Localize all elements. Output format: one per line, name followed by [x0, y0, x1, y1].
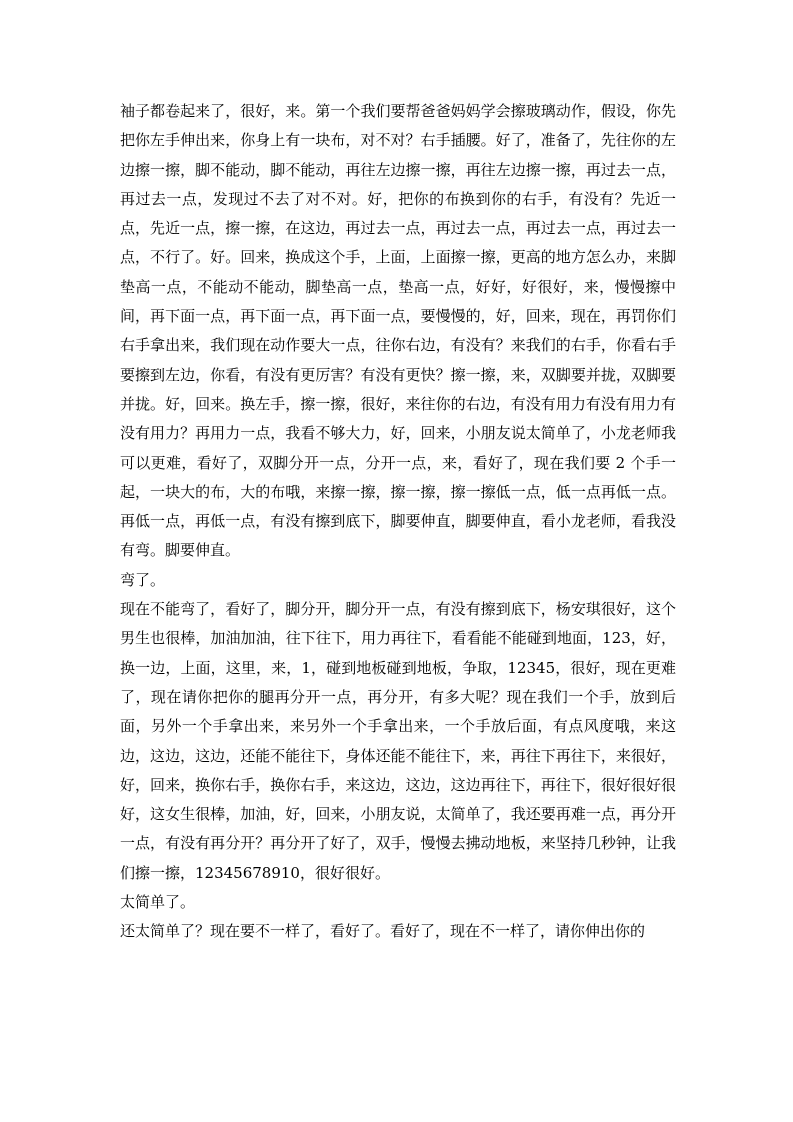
paragraph-3: 现在不能弯了，看好了，脚分开，脚分开一点，有没有擦到底下，杨安琪很好，这个男生也很棒，加油加油，往下往下，用力再往下，看看能不能碰到地面，123，好，换一边，上面，这里，来，1，碰到地板碰到地板，争取，12345，很好，现在更难了，现在请你把你的腿再分开一点，再分开，有多大呢？现在我们一个手，放到后面，另外一个手拿出来，来另外一个手拿出来，一个手放后面，有点风度哦，来这边，这边，这边，还能不能往下，身体还能不能往下，来，再往下再往下，来很好，好，回来，换你右手，换你右手，来这边，这边，这边再往下，再往下，很好很好很好，这女生很棒，加油，好，回来，小朋友说，太简单了，我还要再难一点，再分开一点，有没有再分开？再分开了好了，双手，慢慢去拂动地板，来坚持几秒钟，让我们擦一擦，12345678910，很好很好。 [120, 600, 676, 882]
paragraph-1: 袖子都卷起来了，很好，来。第一个我们要帮爸爸妈妈学会擦玻璃动作，假设，你先把你左手伸出来，你身上有一块布，对不对？右手插腰。好了，准备了，先往你的左边擦一擦，脚不能动，脚不能动，再往左边擦一擦，再往左边擦一擦，再过去一点，再过去一点，发现过不去了对不对。好，把你的布换到你的右手，有没有？先近一点，先近一点，擦一擦，在这边，再过去一点，再过去一点，再过去一点，再过去一点，不行了。好。回来，换成这个手，上面，上面擦一擦，更高的地方怎么办，来脚垫高一点，不能动不能动，脚垫高一点，垫高一点，好好，好很好，来，慢慢擦中间，再下面一点，再下面一点，再下面一点，要慢慢的，好，回来，现在，再罚你们右手拿出来，我们现在动作要大一点，往你右边，有没有？来我们的右手，你看右手要擦到左边，你看，有没有更厉害？有没有更快？擦一擦，来，双脚要并拢，双脚要并拢。好，回来。换左手，擦一擦，很好，来往你的右边，有没有用力有没有用力有没有用力？再用力一点，我看不够大力，好，回来，小朋友说太简单了，小龙老师我可以更难，看好了，双脚分开一点，分开一点，来，看好了，现在我们要 2 个手一起，一块大的布，大的布哦，来擦一擦，擦一擦，擦一擦低一点，低一点再低一点。再低一点，再低一点，有没有擦到底下，脚要伸直，脚要伸直，看小龙老师，看我没有弯。脚要伸直。 [120, 102, 676, 560]
paragraph-4: 太简单了。 [120, 893, 196, 912]
document-body [120, 97, 676, 947]
paragraph-2: 弯了。 [120, 570, 166, 589]
paragraph-5: 还太简单了？现在要不一样了，看好了。看好了，现在不一样了，请你伸出你的 [120, 922, 646, 941]
